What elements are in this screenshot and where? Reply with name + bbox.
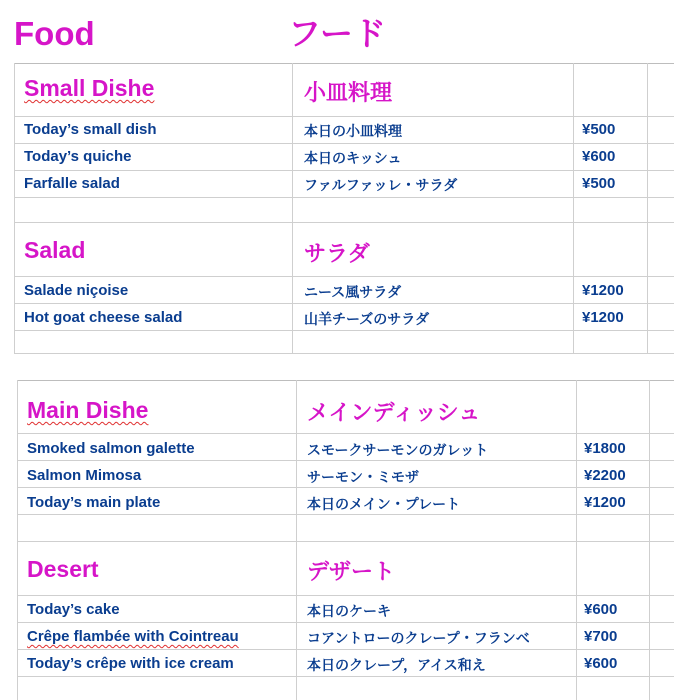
- section-title-small-dishe: Small Dishe: [24, 75, 155, 101]
- item-name-en: Farfalle salad: [24, 175, 120, 192]
- item-name-en: Smoked salmon galette: [27, 440, 195, 457]
- item-price: ¥600: [584, 655, 618, 672]
- item-name-jp: 本日の小皿料理: [304, 124, 402, 140]
- section-title-main-dishe: Main Dishe: [27, 397, 149, 423]
- section-title-desert: Desert: [27, 556, 99, 582]
- section-title-desert-jp: デザート: [307, 560, 396, 585]
- item-price: ¥700: [584, 628, 618, 645]
- item-price: ¥500: [582, 121, 616, 138]
- item-name-jp: ニース風サラダ: [304, 285, 402, 301]
- item-name-en: Today’s small dish: [24, 121, 157, 138]
- section-title-salad: Salad: [24, 237, 86, 263]
- item-price: ¥1200: [582, 309, 624, 326]
- item-name-en: Hot goat cheese salad: [24, 309, 183, 326]
- item-price: ¥500: [582, 175, 616, 192]
- menu-title-jp: フード: [288, 14, 387, 53]
- item-name-jp: 本日のクレープ，アイス和え: [307, 658, 486, 674]
- item-name-jp: 山羊チーズのサラダ: [304, 312, 430, 328]
- item-price: ¥1800: [584, 440, 626, 457]
- item-name-en: Today’s crêpe with ice cream: [27, 655, 234, 672]
- item-name-jp: 本日のメイン・プレート: [307, 497, 461, 513]
- item-price: ¥600: [582, 148, 616, 165]
- item-name-jp: サーモン・ミモザ: [307, 470, 419, 486]
- item-name-jp: コアントローのクレープ・フランベ: [307, 631, 530, 647]
- menu-title-en: Food: [14, 15, 95, 52]
- section-title-salad-jp: サラダ: [304, 242, 370, 267]
- item-name-en: Crêpe flambée with Cointreau: [27, 628, 239, 645]
- item-price: ¥1200: [582, 282, 624, 299]
- item-name-jp: 本日のケーキ: [307, 604, 391, 620]
- item-name-jp: スモークサーモンのガレット: [307, 443, 489, 459]
- menu-sheet-2: [17, 380, 674, 700]
- item-name-en: Today’s quiche: [24, 148, 132, 165]
- item-price: ¥2200: [584, 467, 626, 484]
- section-title-small-dishe-jp: 小皿料理: [304, 81, 393, 106]
- section-title-main-dishe-jp: メインディッシュ: [307, 401, 481, 426]
- item-name-en: Salade niçoise: [24, 282, 129, 299]
- menu-sheet-1: [14, 63, 674, 353]
- item-name-en: Salmon Mimosa: [27, 467, 142, 484]
- item-name-jp: 本日のキッシュ: [304, 151, 402, 167]
- item-price: ¥1200: [584, 494, 626, 511]
- item-name-en: Today’s main plate: [27, 494, 161, 511]
- item-name-en: Today’s cake: [27, 601, 120, 618]
- item-price: ¥600: [584, 601, 618, 618]
- item-name-jp: ファルファッレ・サラダ: [304, 178, 458, 194]
